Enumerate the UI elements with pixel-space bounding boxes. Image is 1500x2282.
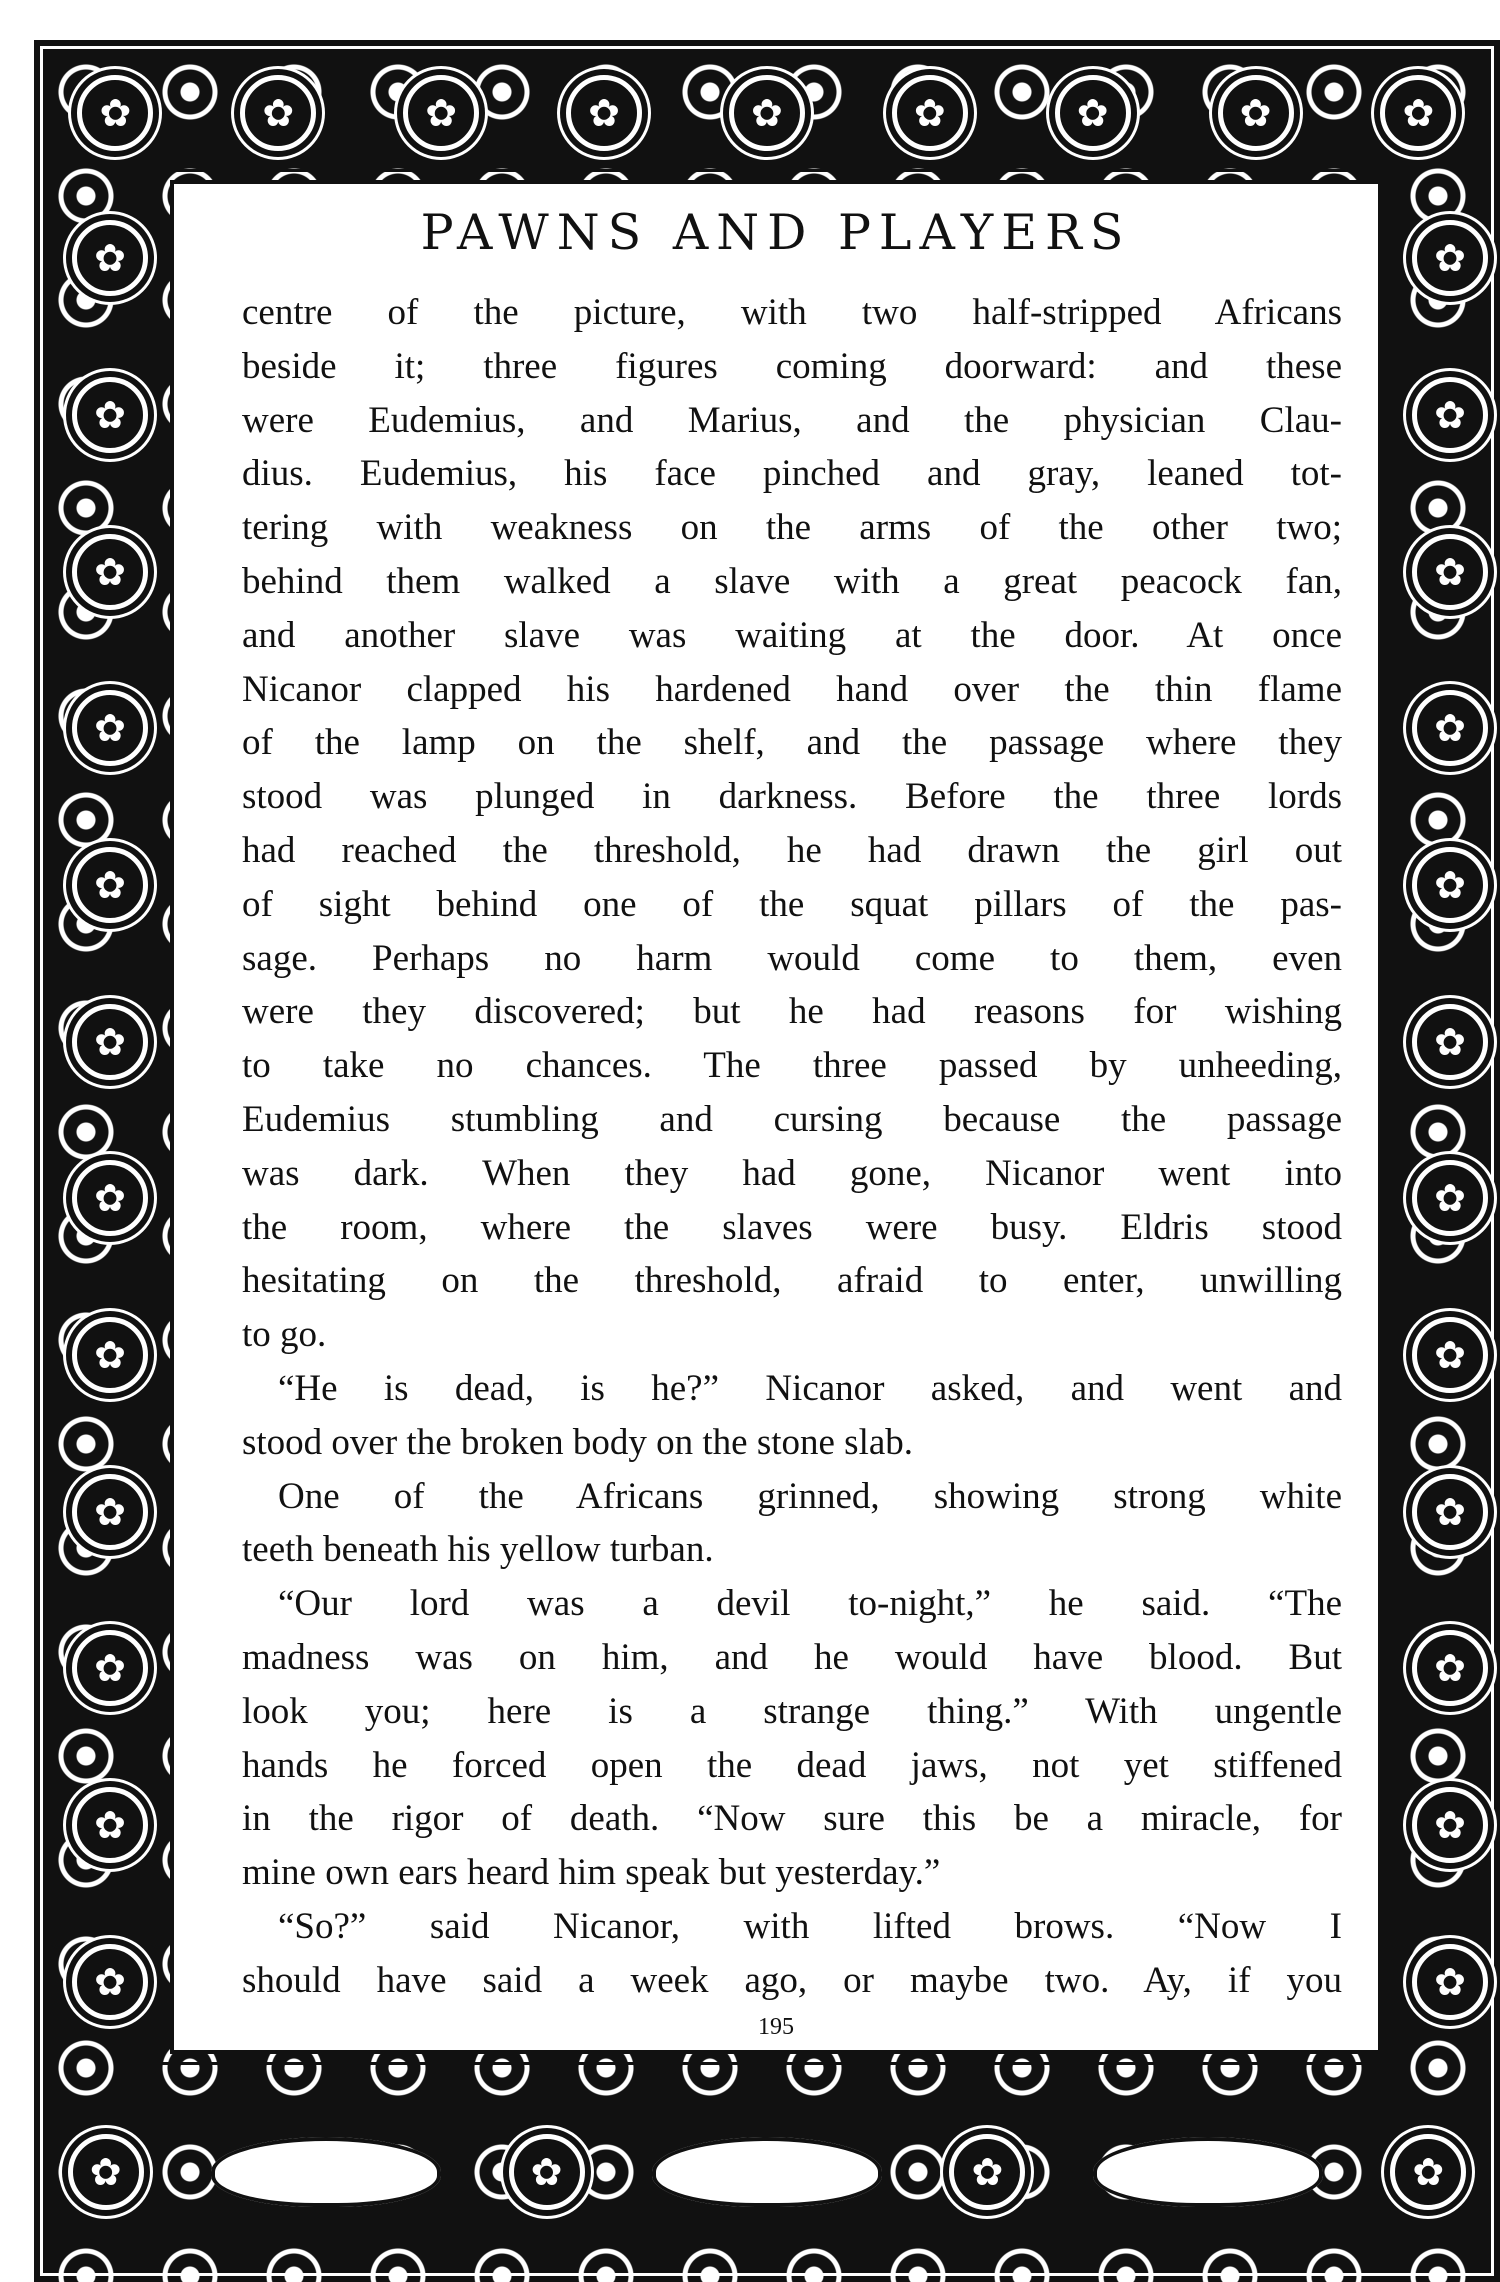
running-head: PAWNS AND PLAYERS	[420, 204, 1132, 261]
text-line: stood over the broken body on the stone slab.	[242, 1421, 914, 1463]
rosette-icon: ✿	[1412, 377, 1488, 453]
text-line: had reached the threshold, he had drawn the girl out	[242, 829, 1342, 871]
rosette-icon: ✿	[403, 75, 479, 151]
text-line: and another slave was waiting at the door. At once	[242, 614, 1342, 656]
text-line: was dark. When they had gone, Nicanor went into	[242, 1152, 1342, 1194]
rosette-icon: ✿	[1412, 1787, 1488, 1863]
text-line: hands he forced open the dead jaws, not yet stiffened	[242, 1744, 1342, 1786]
text-line: sage. Perhaps no harm would come to them, even	[242, 937, 1342, 979]
rosette-icon: ✿	[1218, 75, 1294, 151]
text-line: Nicanor clapped his hardened hand over the thin flame	[242, 668, 1342, 710]
rosette-icon: ✿	[72, 377, 148, 453]
rosette-icon: ✿	[72, 1474, 148, 1550]
text-line: were Eudemius, and Marius, and the physician Clau-	[242, 399, 1342, 441]
rosette-icon: ✿	[72, 1944, 148, 2020]
rosette-icon: ✿	[1380, 75, 1456, 151]
rosette-icon: ✿	[72, 1317, 148, 1393]
text-line: were they discovered; but he had reasons for wishing	[242, 991, 1342, 1033]
text-line: behind them walked a slave with a great peacock fan,	[242, 560, 1342, 602]
text-line: beside it; three figures coming doorward: and these	[242, 345, 1342, 387]
text-line: look you; here is a strange thing.” With ungentle	[242, 1690, 1342, 1732]
text-line: madness was on him, and he would have blood. But	[242, 1636, 1342, 1678]
text-line: centre of the picture, with two half-stripped Africans	[242, 292, 1342, 333]
text-line: “Our lord was a devil to-night,” he said. “The	[278, 1583, 1342, 1625]
text-line: in the rigor of death. “Now sure this be a miracle, for	[242, 1798, 1342, 1840]
rosette-icon: ✿	[949, 2134, 1025, 2210]
text-line: mine own ears heard him speak but yesterday.”	[242, 1852, 941, 1894]
rosette-icon: ✿	[729, 75, 805, 151]
text-line: dius. Eudemius, his face pinched and gray, leaned tot-	[242, 453, 1342, 495]
rosette-icon: ✿	[1412, 534, 1488, 610]
peacock-icon	[211, 2137, 441, 2207]
text-line: “So?” said Nicanor, with lifted brows. “Now I	[278, 1905, 1342, 1947]
rosette-icon: ✿	[1412, 1630, 1488, 1706]
rosette-icon: ✿	[72, 1160, 148, 1236]
rosette-icon: ✿	[1412, 1004, 1488, 1080]
text-line: should have said a week ago, or maybe two. Ay, if you	[242, 1959, 1342, 2001]
rosette-icon: ✿	[72, 1004, 148, 1080]
rosette-icon: ✿	[1412, 690, 1488, 766]
rosette-icon: ✿	[1412, 1160, 1488, 1236]
text-line: teeth beneath his yellow turban.	[242, 1529, 714, 1571]
rosette-icon: ✿	[1412, 1944, 1488, 2020]
rosette-icon: ✿	[892, 75, 968, 151]
left-border-band	[50, 180, 170, 2060]
rosette-icon: ✿	[1412, 847, 1488, 923]
peacock-icon	[652, 2137, 882, 2207]
bottom-border-band	[34, 2062, 1500, 2282]
rosette-icon: ✿	[72, 847, 148, 923]
text-line: stood was plunged in darkness. Before the three lords	[242, 776, 1342, 818]
rosette-icon: ✿	[1412, 1317, 1488, 1393]
rosette-icon: ✿	[240, 75, 316, 151]
rosette-icon: ✿	[1412, 220, 1488, 296]
peacock-icon	[1093, 2137, 1323, 2207]
text-line: to go.	[242, 1314, 327, 1356]
rosette-icon: ✿	[1055, 75, 1131, 151]
rosette-icon: ✿	[77, 75, 153, 151]
rosette-icon: ✿	[68, 2134, 144, 2210]
text-line: of sight behind one of the squat pillars of the pas-	[242, 883, 1342, 925]
rosette-icon: ✿	[72, 1787, 148, 1863]
text-line: Eudemius stumbling and cursing because the passage	[242, 1098, 1342, 1140]
text-line: hesitating on the threshold, afraid to enter, unwilling	[242, 1260, 1342, 1302]
rosette-icon: ✿	[509, 2134, 585, 2210]
rosette-icon: ✿	[72, 534, 148, 610]
rosette-icon: ✿	[1412, 1474, 1488, 1550]
rosette-icon: ✿	[72, 690, 148, 766]
rosette-icon: ✿	[566, 75, 642, 151]
rosette-icon: ✿	[72, 220, 148, 296]
rosette-icon: ✿	[72, 1630, 148, 1706]
top-border-band	[34, 48, 1500, 178]
text-line: “He is dead, is he?” Nicanor asked, and went and	[278, 1367, 1342, 1409]
text-line: of the lamp on the shelf, and the passage where they	[242, 722, 1342, 764]
text-line: One of the Africans grinned, showing strong white	[278, 1475, 1342, 1517]
text-line: the room, where the slaves were busy. Eldris stood	[242, 1206, 1342, 1248]
text-line: tering with weakness on the arms of the other two;	[242, 507, 1342, 549]
body-text	[242, 286, 1342, 2008]
right-border-band	[1400, 180, 1500, 2060]
text-panel	[170, 180, 1382, 2054]
page-number: 195	[758, 2014, 794, 2040]
rosette-icon: ✿	[1390, 2134, 1466, 2210]
text-line: to take no chances. The three passed by unheeding,	[242, 1045, 1342, 1087]
